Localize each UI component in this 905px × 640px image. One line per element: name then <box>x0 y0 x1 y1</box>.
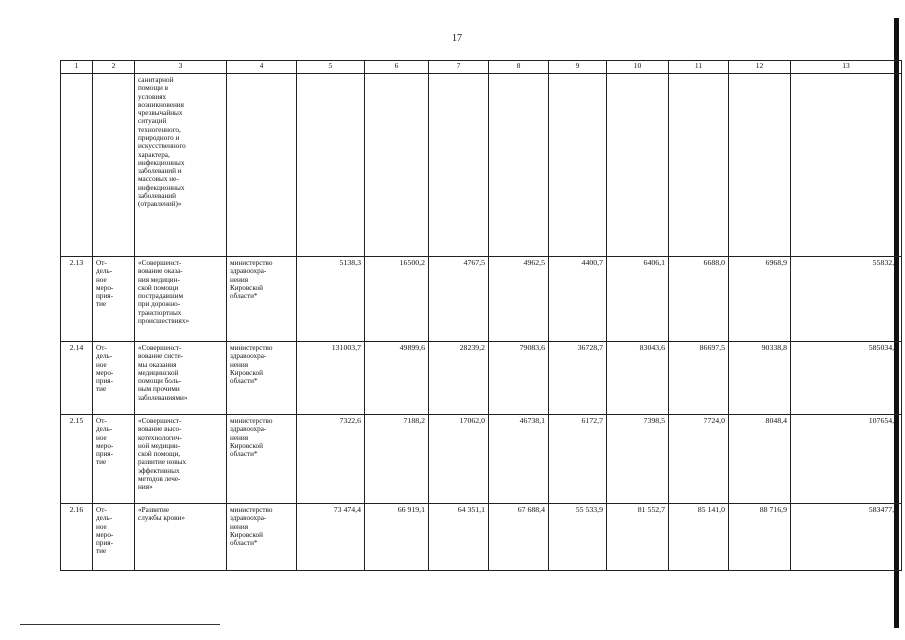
value-cell: 81 552,7 <box>607 504 669 571</box>
table-row <box>61 257 902 342</box>
row-index: 2.14 <box>61 342 93 415</box>
value-cell: 5138,3 <box>297 257 365 342</box>
value-cell: 7724,0 <box>669 415 729 504</box>
continuation-text: санитарной помощи в условиях возникновения чрезвычайных ситуаций техногенного, природного и искусственного характера, инфекционных заболеваний и массовых не- инфекционных заболеваний (отравлений)» <box>135 74 227 257</box>
row-executor: министерство здравоохра- нения Кировской области* <box>227 342 297 415</box>
value-cell: 6172,7 <box>549 415 607 504</box>
table-row-continuation <box>61 74 902 257</box>
row-type: От- дель- ное меро- прия- тие <box>93 504 135 571</box>
value-cell: 7398,5 <box>607 415 669 504</box>
budget-table <box>60 60 902 571</box>
table-cell <box>489 74 549 257</box>
value-cell: 17062,0 <box>429 415 489 504</box>
row-index: 2.13 <box>61 257 93 342</box>
row-type: От- дель- ное меро- прия- тие <box>93 342 135 415</box>
value-cell: 83043,6 <box>607 342 669 415</box>
value-cell: 36728,7 <box>549 342 607 415</box>
header-cell: 10 <box>607 61 669 74</box>
table-cell <box>429 74 489 257</box>
header-cell: 12 <box>729 61 791 74</box>
row-name: «Совершенст- вование высо- котехнологич- ной медицин- ской помощи, развитие новых эффективных методов лече- ния» <box>135 415 227 504</box>
header-cell: 13 <box>791 61 902 74</box>
table-cell <box>297 74 365 257</box>
table-row <box>61 504 902 571</box>
total-cell: 583477,5 <box>791 504 902 571</box>
value-cell: 7322,6 <box>297 415 365 504</box>
table-cell <box>549 74 607 257</box>
header-cell: 1 <box>61 61 93 74</box>
value-cell: 4767,5 <box>429 257 489 342</box>
row-executor: министерство здравоохра- нения Кировской области* <box>227 504 297 571</box>
value-cell: 90338,8 <box>729 342 791 415</box>
row-executor: министерство здравоохра- нения Кировской области* <box>227 415 297 504</box>
value-cell: 85 141,0 <box>669 504 729 571</box>
value-cell: 73 474,4 <box>297 504 365 571</box>
header-cell: 6 <box>365 61 429 74</box>
header-row <box>61 61 902 74</box>
value-cell: 4962,5 <box>489 257 549 342</box>
table-cell <box>791 74 902 257</box>
row-name: «Совершенст- вование систе- мы оказания медицинской помощи боль- ным прочими заболеваниями» <box>135 342 227 415</box>
total-cell: 585034,7 <box>791 342 902 415</box>
row-name: «Совершенст- вование оказа- ния медицин- ской помощи пострадавшим при дорожно- транспортных происшествиях» <box>135 257 227 342</box>
value-cell: 79083,6 <box>489 342 549 415</box>
header-cell: 3 <box>135 61 227 74</box>
header-cell: 7 <box>429 61 489 74</box>
value-cell: 4400,7 <box>549 257 607 342</box>
header-cell: 5 <box>297 61 365 74</box>
table-cell <box>607 74 669 257</box>
row-index: 2.16 <box>61 504 93 571</box>
header-cell: 2 <box>93 61 135 74</box>
row-type: От- дель- ное меро- прия- тие <box>93 415 135 504</box>
header-cell: 9 <box>549 61 607 74</box>
page-number: 17 <box>452 33 462 44</box>
header-cell: 4 <box>227 61 297 74</box>
value-cell: 6406,1 <box>607 257 669 342</box>
header-cell: 11 <box>669 61 729 74</box>
value-cell: 46738,1 <box>489 415 549 504</box>
table-cell <box>227 74 297 257</box>
row-index: 2.15 <box>61 415 93 504</box>
total-cell: 107654,5 <box>791 415 902 504</box>
table-cell <box>729 74 791 257</box>
table-cell <box>365 74 429 257</box>
value-cell: 131003,7 <box>297 342 365 415</box>
value-cell: 66 919,1 <box>365 504 429 571</box>
value-cell: 55 533,9 <box>549 504 607 571</box>
table-row <box>61 342 902 415</box>
value-cell: 6688,0 <box>669 257 729 342</box>
table-cell <box>669 74 729 257</box>
row-name: «Развитие службы крови» <box>135 504 227 571</box>
total-cell: 55832,2 <box>791 257 902 342</box>
value-cell: 67 688,4 <box>489 504 549 571</box>
table-cell <box>93 74 135 257</box>
value-cell: 64 351,1 <box>429 504 489 571</box>
value-cell: 16500,2 <box>365 257 429 342</box>
value-cell: 86697,5 <box>669 342 729 415</box>
table-cell <box>61 74 93 257</box>
value-cell: 88 716,9 <box>729 504 791 571</box>
value-cell: 8048,4 <box>729 415 791 504</box>
row-executor: министерство здравоохра- нения Кировской области* <box>227 257 297 342</box>
value-cell: 6968,9 <box>729 257 791 342</box>
table-row <box>61 415 902 504</box>
footnote-divider <box>20 624 220 625</box>
value-cell: 28239,2 <box>429 342 489 415</box>
value-cell: 49899,6 <box>365 342 429 415</box>
row-type: От- дель- ное меро- прия- тие <box>93 257 135 342</box>
header-cell: 8 <box>489 61 549 74</box>
value-cell: 7188,2 <box>365 415 429 504</box>
